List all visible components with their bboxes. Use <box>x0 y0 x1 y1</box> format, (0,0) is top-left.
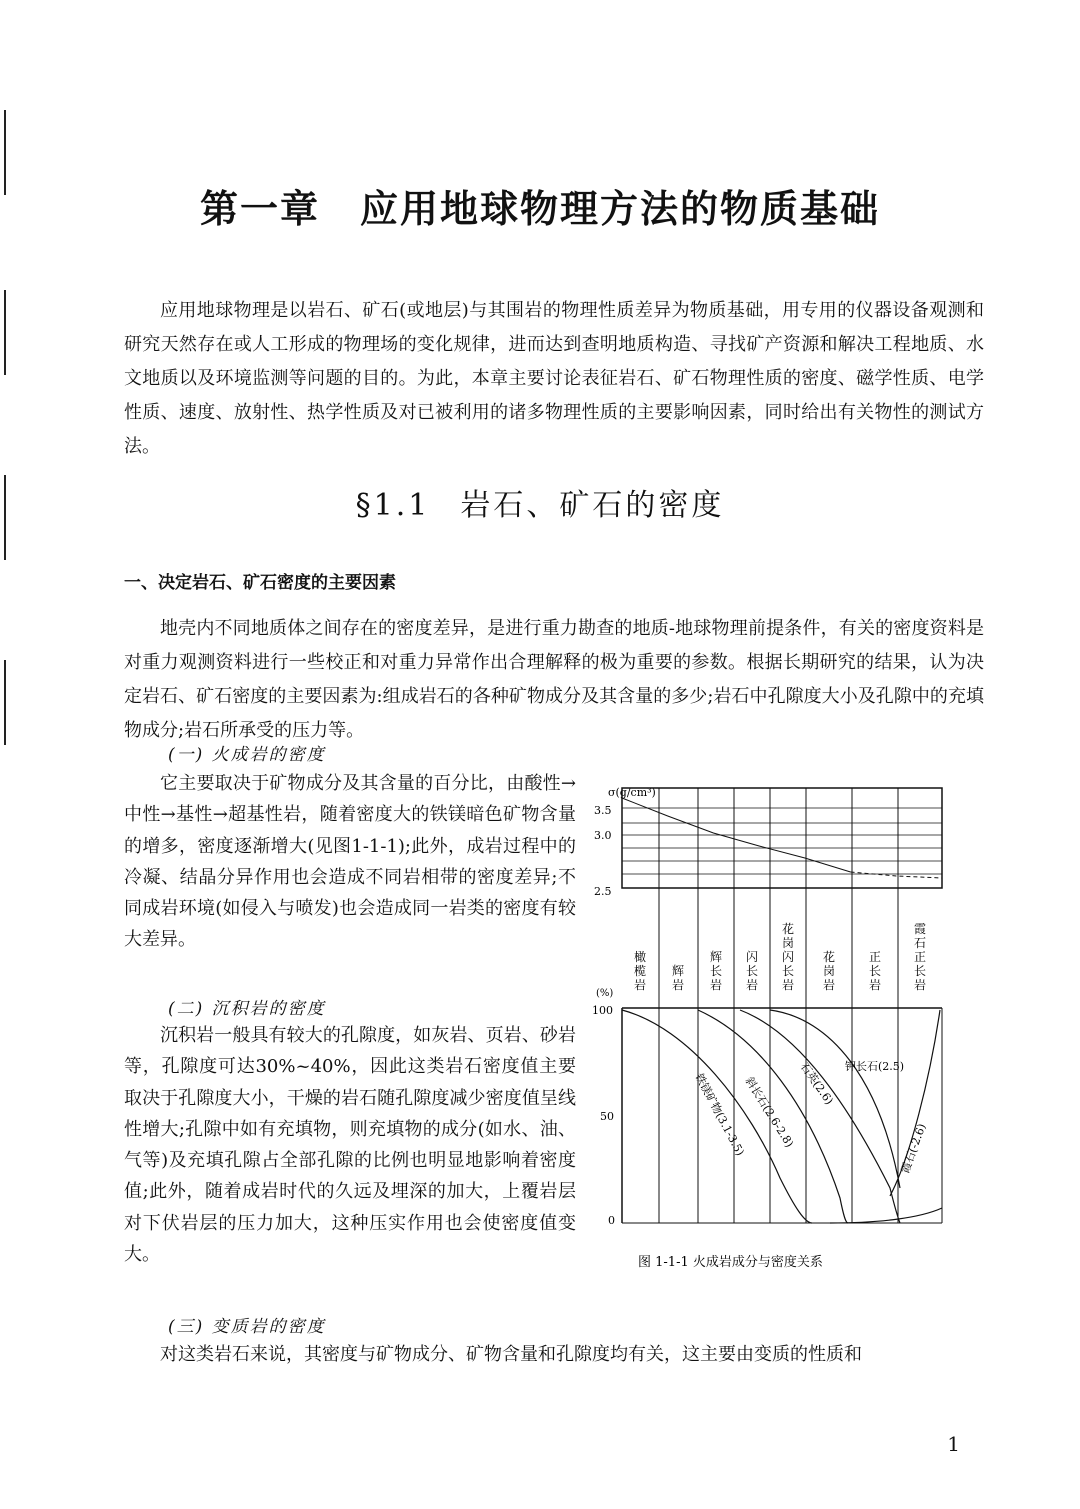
figure-caption: 图 1-1-1 火成岩成分与密度关系 <box>638 1255 823 1270</box>
lower-ylabel: (%) <box>596 988 614 999</box>
lower-column-dividers <box>659 1008 942 1223</box>
rock-type-label: 闪长岩 <box>745 950 759 992</box>
paragraph-factors: 地壳内不同地质体之间存在的密度差异，是进行重力勘查的地质-地球物理前提条件，有关的密度资料是对重力观测资料进行一些校正和对重力异常作出合理解释的极为重要的参数。根据长期研究的结果，认为决定岩石、矿石密度的主要因素为:组成岩石的各种矿物成分及其含量的多少;岩石中孔隙度大小及孔隙中的充填物成分;岩石所承受的压力等。 <box>124 618 984 741</box>
rock-type-label: 正长岩 <box>868 950 882 992</box>
rock-type-label: 花岗闪长岩 <box>781 922 795 992</box>
kfeldspar-tail-curve <box>830 1208 942 1223</box>
rock-type-label: 辉岩 <box>671 964 685 992</box>
ytick-lower-50: 50 <box>600 1110 614 1123</box>
figure-svg <box>590 778 960 1298</box>
scan-edge-mark <box>4 290 6 375</box>
paragraph-metamorphic: 对这类岩石来说，其密度与矿物成分、矿物含量和孔隙度均有关，这主要由变质的性质和 <box>160 1344 862 1365</box>
intro-paragraph: 应用地球物理是以岩石、矿石(或地层)与其围岩的物理性质差异为物质基础，用专用的仪器设备观测和研究天然存在或人工形成的物理场的变化规律，进而达到查明地质构造、寻找矿产资源和解决工程地质、水文地质以及环境监测等问题的目的。为此，本章主要讨论表征岩石、矿石物理性质的密度、磁学性质、电学性质、速度、放射性、热学性质及对已被利用的诸多物理性质的主要影响因素，同时给出有关物性的测试方法。 <box>124 300 984 457</box>
page-number: 1 <box>947 1432 960 1456</box>
quartz-curve <box>740 1010 900 1223</box>
label-plagioclase: 斜长石(2.6-2.8) <box>742 1074 797 1150</box>
label-nepheline: 霞石(-2.6) <box>898 1121 929 1176</box>
rock-type-label: 橄榄岩 <box>633 950 647 992</box>
subheading-sedimentary: (二) 沉积岩的密度 <box>168 999 326 1019</box>
subheading-metamorphic: (三) 变质岩的密度 <box>168 1317 326 1337</box>
rock-type-label: 辉长岩 <box>709 950 723 992</box>
ytick-lower-100: 100 <box>592 1004 613 1017</box>
paragraph-sedimentary: 沉积岩一般具有较大的孔隙度，如灰岩、页岩、砂岩等，孔隙度可达30%~40%，因此这类岩石密度值主要取决于孔隙度大小，干燥的岩石随孔隙度减少密度值呈线性增大;孔隙中如有充填物，则充填物的成分(如水、油、气等)及充填孔隙占全部孔隙的比例也明显地影响着密度值;此外，随着成岩时代的久远及埋深的加大，上覆岩层对下伏岩层的压力加大，这种压实作用也会使密度值变大。 <box>124 1025 576 1266</box>
column-dividers <box>659 788 898 1008</box>
figure-igneous-density <box>590 778 960 1298</box>
upper-ylabel: σ(g/cm³) <box>608 786 656 799</box>
rock-type-label: 花岗岩 <box>822 950 836 992</box>
heading-main-factors: 一、决定岩石、矿石密度的主要因素 <box>124 573 396 593</box>
ytick-lower-0: 0 <box>608 1214 615 1227</box>
label-mafic: 铁镁矿物(3.1-3.5) <box>692 1071 747 1159</box>
section-title <box>0 480 1080 524</box>
ytick-upper-low: 2.5 <box>594 885 612 898</box>
chapter-text: 应用地球物理方法的物质基础 <box>360 187 881 231</box>
chapter-number: 第一章 <box>199 187 320 231</box>
chapter-title <box>0 178 1080 233</box>
upper-panel-frame <box>622 788 942 888</box>
section-text: 岩石、矿石的密度 <box>460 488 725 523</box>
subheading-igneous: (一) 火成岩的密度 <box>168 745 326 765</box>
density-curve-dashed <box>851 872 942 878</box>
section-number: §1.1 <box>355 488 431 523</box>
mineral-curves <box>622 1010 942 1223</box>
upper-gridlines <box>622 808 942 874</box>
scan-edge-mark <box>4 660 6 745</box>
ytick-upper-mid: 3.0 <box>594 829 612 842</box>
ytick-upper-high: 3.5 <box>594 804 612 817</box>
label-kfeldspar: 钾长石(2.5) <box>845 1060 905 1073</box>
paragraph-igneous: 它主要取决于矿物成分及其含量的百分比，由酸性→中性→基性→超基性岩，随着密度大的铁镁暗色矿物含量的增多，密度逐渐增大(见图1-1-1);此外，成岩过程中的冷凝、结晶分异作用也会造成不同岩相带的密度差异;不同成岩环境(如侵入与喷发)也会造成同一岩类的密度有较大差异。 <box>124 773 576 951</box>
rock-type-label: 霞石正长岩 <box>913 922 927 992</box>
label-quartz: 石英(2.6) <box>797 1060 836 1108</box>
rock-type-labels <box>634 922 926 992</box>
